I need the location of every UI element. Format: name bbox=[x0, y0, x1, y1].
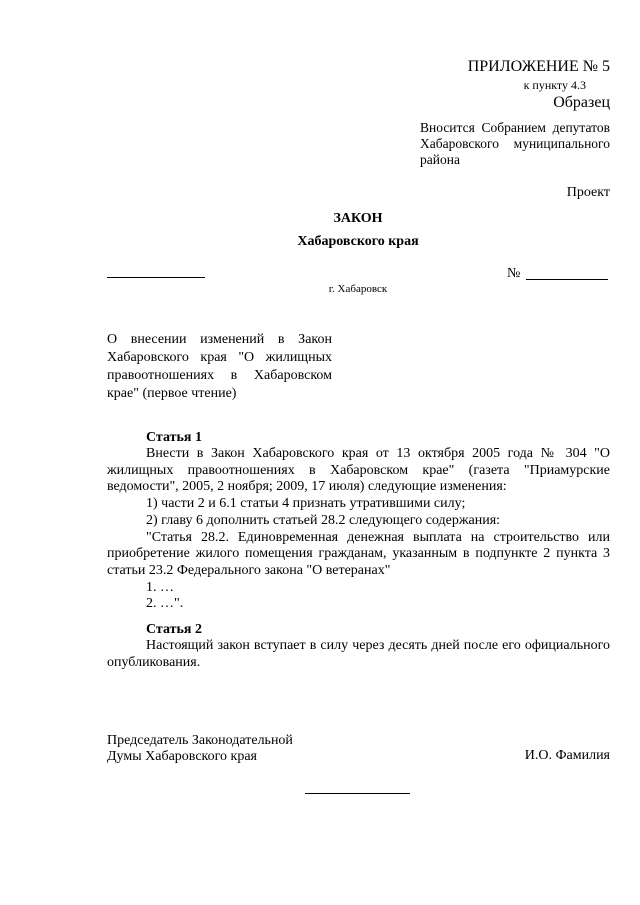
law-title: ЗАКОН bbox=[333, 211, 383, 226]
signatory-position-line: Думы Хабаровского края bbox=[107, 749, 257, 764]
article-1-paragraph: 1) части 2 и 6.1 статьи 4 признать утратившими силу; bbox=[146, 496, 466, 512]
signatory-name: И.О. Фамилия bbox=[524, 748, 610, 763]
article-1-heading: Статья 1 bbox=[146, 430, 202, 445]
introduced-by-text: Вносится Собранием депутатов Хабаровского муниципального района bbox=[420, 120, 610, 167]
date-blank-line bbox=[107, 277, 205, 278]
signatory-position-line: Председатель Законодательной bbox=[107, 733, 293, 748]
article-2-heading: Статья 2 bbox=[146, 622, 202, 637]
number-blank-line bbox=[526, 279, 608, 280]
article-1-paragraph: 1. … bbox=[146, 579, 174, 595]
article-1-paragraph: Внести в Закон Хабаровского края от 13 октября 2005 года № 304 "О жилищных правоотношениях в Хабаровском крае" (газета "Приамурские ведомости", 2005, 2 ноября; 2009, 17 июля) следующие изменения: bbox=[107, 446, 610, 495]
city-label: г. Хабаровск bbox=[328, 283, 388, 295]
article-1-paragraph: "Статья 28.2. Единовременная денежная выплата на строительство или приобретение жилого помещения гражданам, указанным в подпункте 2 пункта 3 статьи 23.2 Федерального закона "О ветеранах" bbox=[107, 529, 610, 578]
law-subject: О внесении изменений в Закон Хабаровского края "О жилищных правоотношениях в Хабаровском крае" (первое чтение) bbox=[107, 332, 332, 401]
number-sign: № bbox=[507, 266, 521, 281]
annex-number: ПРИЛОЖЕНИЕ № 5 bbox=[467, 58, 610, 75]
article-1-paragraph: 2) главу 6 дополнить статьей 28.2 следующего содержания: bbox=[146, 512, 501, 528]
article-2-body bbox=[107, 638, 610, 671]
signatory-position bbox=[107, 733, 293, 765]
annex-reference: к пункту 4.3 bbox=[523, 78, 586, 92]
article-1-body bbox=[107, 446, 610, 613]
law-region: Хабаровского края bbox=[297, 234, 419, 249]
article-1-paragraph: 2. …". bbox=[146, 596, 184, 612]
bottom-blank-line bbox=[305, 793, 410, 794]
project-label: Проект bbox=[566, 185, 610, 200]
sample-label: Образец bbox=[553, 94, 610, 111]
article-2-paragraph: Настоящий закон вступает в силу через десять дней после его официального опубликования. bbox=[107, 638, 610, 670]
